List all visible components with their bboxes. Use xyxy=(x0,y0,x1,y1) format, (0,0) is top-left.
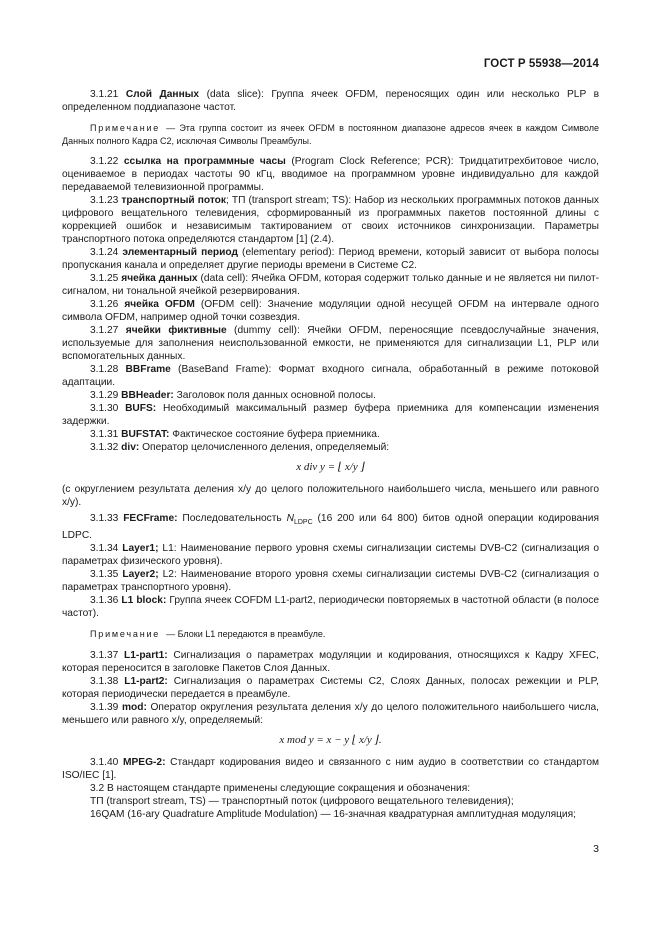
item-term: mod: xyxy=(121,701,147,713)
item-term: L1-part1: xyxy=(124,649,168,661)
definition-3-1-21 xyxy=(62,88,599,114)
item-term: div: xyxy=(121,442,140,453)
item-text: (elementary period): Период времени, который зависит от выбора полосы пропускания канала и определяет другие периоды времени в Системе С2. xyxy=(62,247,599,271)
definition-3-1-30 xyxy=(62,402,599,428)
item-term: Слой Данных xyxy=(125,89,200,100)
page-content xyxy=(62,88,599,821)
note-label: Примечание xyxy=(90,629,161,640)
item-number: 3.1.26 xyxy=(90,299,119,310)
item-number: 3.1.23 xyxy=(90,195,119,206)
note-label: Примечание xyxy=(90,123,161,133)
item-number: 3.1.25 xyxy=(90,273,119,284)
item-number: 3.1.24 xyxy=(90,247,119,258)
item-number: 3.1.40 xyxy=(90,756,119,768)
item-number: 3.1.32 xyxy=(90,442,119,453)
definition-3-1-39 xyxy=(62,701,599,727)
item-number: 3.1.29 xyxy=(90,390,119,401)
item-text: (BaseBand Frame): Формат входного сигнала, обработанный в режиме потоковой адаптации. xyxy=(62,364,599,388)
item-text: Заголовок поля данных основной полосы. xyxy=(173,390,376,401)
item-text: Сигнализация о параметрах Системы С2, Слоях Данных, полосах режекции и PLP, которая периодически передается в преамбуле. xyxy=(62,675,599,700)
definition-3-1-26 xyxy=(62,298,599,324)
item-text: ; ТП (transport stream; TS): Набор из нескольких программных потоков данных цифрового вещательного телевидения, сформированный из программных пакетов постоянной длины с коррекцией ошибок и независимым тактированием от своих источников синхронизации. Параметры транспортного потока определяются стандартом [1] (2.4). xyxy=(62,195,599,245)
item-number: 3.1.38 xyxy=(90,675,119,687)
item-number: 3.1.31 xyxy=(90,429,119,440)
item-text: Группа ячеек COFDM L1-part2, периодически повторяемых в частотной области (в полосе частот). xyxy=(62,595,599,620)
item-number: 3.1.36 xyxy=(90,595,119,607)
item-text: (dummy cell): Ячейки OFDM, переносящие псевдослучайные значения, используемые для заполнения неиспользованной емкости, не применяются для сигнализации L1, PLP или вспомогательных данных. xyxy=(62,325,599,362)
definition-3-1-33 xyxy=(62,512,599,542)
section-3-2: 3.2 В настоящем стандарте применены следующие сокращения и обозначения: xyxy=(90,782,471,794)
item-number: 3.1.33 xyxy=(90,513,119,524)
definition-3-1-35 xyxy=(62,568,599,594)
definition-3-1-37 xyxy=(62,649,599,675)
item-term: элементарный период xyxy=(122,247,238,258)
formula-div-explanation: (с округлением результата деления x/y до целого положительного наибольшего числа, меньшего или равного x/y). xyxy=(62,484,599,508)
definition-3-1-22 xyxy=(62,155,599,194)
item-number: 3.1.30 xyxy=(90,403,119,414)
item-text: (data slice): Группа ячеек OFDM, переносящих один или несколько PLP в определенном поддиапазоне частот. xyxy=(62,89,599,113)
item-number: 3.1.21 xyxy=(90,89,119,100)
item-text: Оператор округления результата деления x/y до целого положительного наибольшего числа, меньшего или равного x/y, определяемый: xyxy=(62,701,599,726)
item-term: L1 block: xyxy=(121,595,167,607)
item-text: L1: Наименование первого уровня схемы сигнализации системы DVB-C2 (сигнализация о параметрах физического уровня). xyxy=(62,543,599,568)
item-term: Layer2; xyxy=(122,569,159,581)
abbreviation-tp: ТП (transport stream, TS) — транспортный поток (цифрового вещательного телевидения); xyxy=(90,795,514,807)
item-number: 3.1.39 xyxy=(90,701,119,713)
page-number: 3 xyxy=(593,843,599,855)
definition-3-1-28 xyxy=(62,363,599,389)
item-text: L2: Наименование второго уровня схемы сигнализации системы DVB-C2 (сигнализация о параметрах транспортного уровня). xyxy=(62,569,599,594)
definition-3-1-31 xyxy=(62,428,599,441)
item-term: L1-part2: xyxy=(124,675,168,687)
standard-header: ГОСТ Р 55938—2014 xyxy=(483,58,599,70)
item-term: BBHeader: xyxy=(121,390,174,401)
item-text: Стандарт кодирования видео и связанного с ним аудио в соответствии со стандартом ISO/IEC [1]. xyxy=(62,756,599,781)
symbol-subscript: LDPC xyxy=(293,519,313,527)
item-number: 3.1.35 xyxy=(90,569,119,581)
item-term: FECFrame: xyxy=(123,513,178,524)
abbreviation-16qam: 16QAM (16-ary Quadrature Amplitude Modulation) — 16-значная квадратурная амплитудная модуляция; xyxy=(90,808,576,820)
item-term: ссылка на программные часы xyxy=(123,156,286,167)
item-term: ячейка данных xyxy=(121,273,198,284)
definition-3-1-34 xyxy=(62,542,599,568)
item-term: BUFSTAT: xyxy=(121,429,170,440)
definition-3-1-25 xyxy=(62,272,599,298)
item-term: Layer1; xyxy=(122,543,159,555)
item-number: 3.1.22 xyxy=(90,156,119,167)
item-term: ячейки фиктивные xyxy=(125,325,227,336)
note-text: — Блоки L1 передаются в преамбуле. xyxy=(166,629,326,640)
formula-mod: x mod y = x − y ⌊ x/y ⌋. xyxy=(279,733,382,746)
item-text: Необходимый максимальный размер буфера приемника для компенсации изменения задержки. xyxy=(62,403,599,427)
note-1 xyxy=(62,122,599,147)
item-term: ячейка OFDM xyxy=(124,299,195,310)
item-text: Оператор целочисленного деления, определяемый: xyxy=(139,442,390,453)
note-2 xyxy=(62,628,599,641)
definition-3-1-40 xyxy=(62,756,599,782)
definition-3-1-38 xyxy=(62,675,599,701)
item-text: (data cell): Ячейка OFDM, которая содержит только данные и не является ни пилот-сигналом, ни тональной ячейкой резервирования. xyxy=(62,273,600,297)
definition-3-1-36 xyxy=(62,594,599,620)
item-term: MPEG-2: xyxy=(123,756,166,768)
definition-3-1-29 xyxy=(62,389,599,402)
item-text: (OFDM cell): Значение модуляции одной несущей OFDM на интервале одного символа OFDM, например одной точки созвездия. xyxy=(62,299,599,323)
definition-3-1-23 xyxy=(62,194,599,246)
definition-3-1-27 xyxy=(62,324,599,363)
item-number: 3.1.28 xyxy=(90,364,119,375)
symbol-n: N xyxy=(286,513,294,524)
item-term: BUFS: xyxy=(125,403,157,414)
item-number: 3.1.27 xyxy=(90,325,119,336)
item-text: Последовательность xyxy=(177,513,287,524)
item-text: (16 200 или 64 800) битов одной операции кодирования LDPC. xyxy=(62,513,599,542)
item-term: BBFrame xyxy=(125,364,171,375)
definition-3-1-24 xyxy=(62,246,599,272)
item-number: 3.1.37 xyxy=(90,649,119,661)
item-text: Сигнализация о параметрах модуляции и кодирования, относящихся к Кадру XFEC, которая переносится в заголовке Пакетов Слоя Данных. xyxy=(62,649,599,674)
item-number: 3.1.34 xyxy=(90,543,119,555)
note-text: — Эта группа состоит из ячеек OFDM в постоянном диапазоне адресов ячеек в каждом Символе Данных полного Кадра С2, исключая Символы Преамбулы. xyxy=(62,123,599,146)
item-text: (Program Clock Reference; PCR): Тридцатитрехбитовое число, оцениваемое в периодах частоты 90 кГц, вводимое на программном уровне индивидуально для каждой передаваемой телевизионной программы. xyxy=(62,156,599,193)
definition-3-1-32 xyxy=(62,441,599,454)
item-text: Фактическое состояние буфера приемника. xyxy=(169,429,380,440)
item-term: транспортный поток xyxy=(121,195,227,206)
formula-div: x div y = ⌊ x/y ⌋ xyxy=(296,461,365,473)
